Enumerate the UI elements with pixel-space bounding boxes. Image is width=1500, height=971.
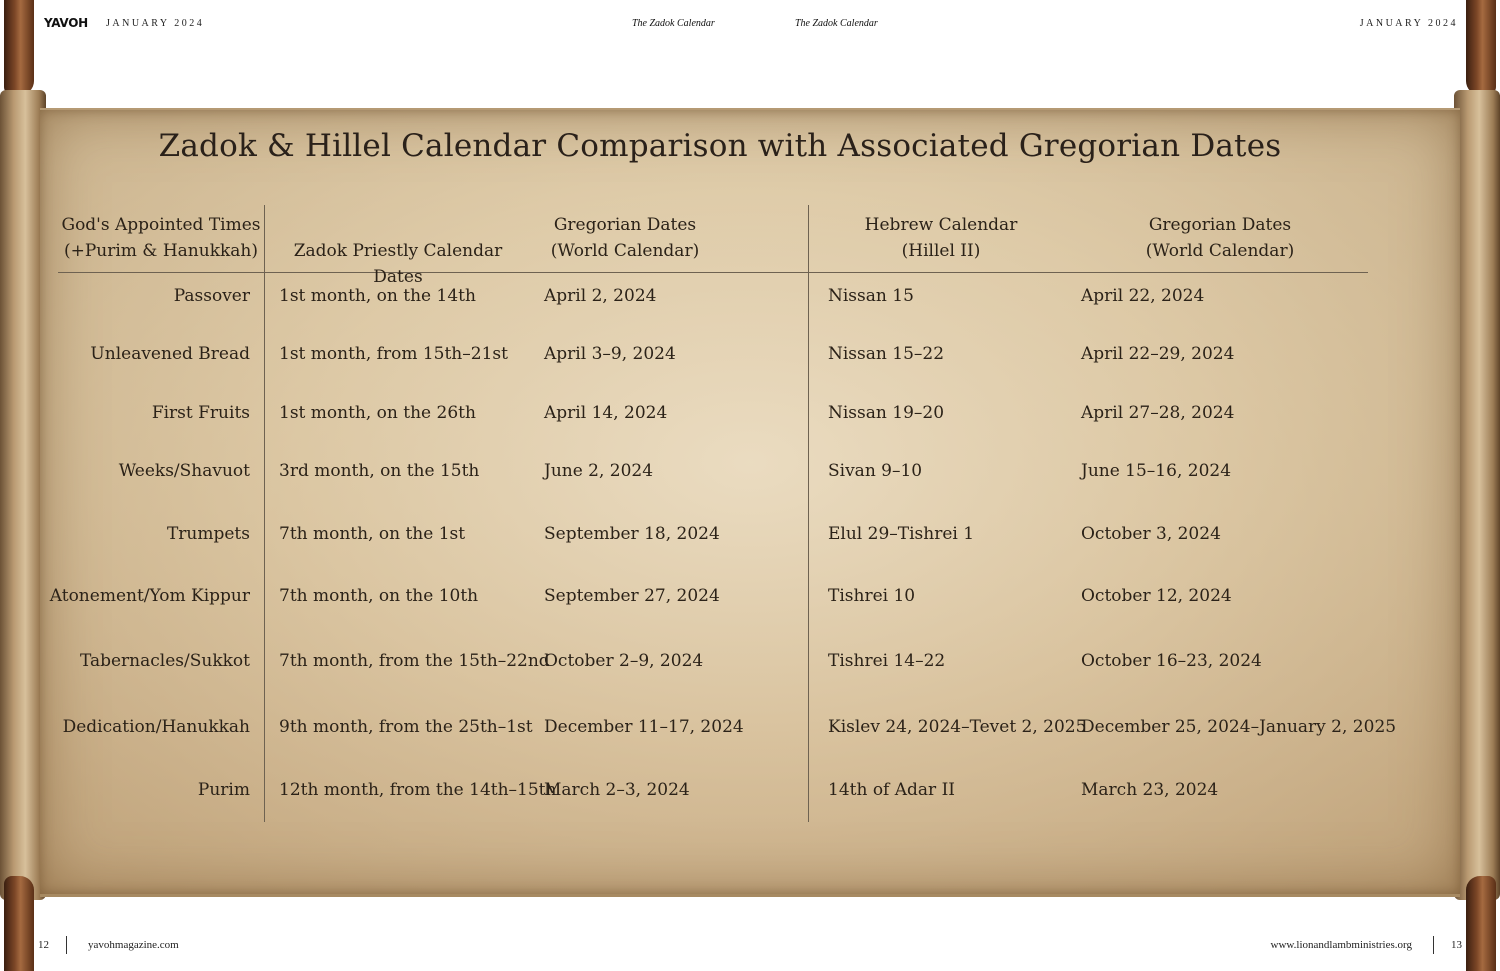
zadok-date: 7th month, on the 10th: [279, 586, 479, 606]
feast-name: Unleavened Bread: [90, 344, 250, 364]
issue-date-right: JANUARY 2024: [1359, 18, 1458, 29]
header-appointed-times: God's Appointed Times (+Purim & Hanukkah): [61, 215, 261, 261]
issue-date-left: JANUARY 2024: [106, 18, 205, 29]
hillel-gregorian: April 22–29, 2024: [1081, 344, 1235, 364]
hillel-date: Kislev 24, 2024–Tevet 2, 2025: [828, 717, 1087, 737]
hillel-date: Elul 29–Tishrei 1: [828, 524, 975, 544]
table-row: [58, 403, 1368, 433]
table-header-rule: [58, 272, 1368, 273]
scroll-knob-top-left: [4, 0, 34, 95]
table-row: [58, 344, 1368, 374]
zadok-date: 7th month, on the 1st: [279, 524, 466, 544]
hillel-gregorian: October 12, 2024: [1081, 586, 1232, 606]
feast-name: Purim: [197, 780, 250, 800]
table-row: [58, 524, 1368, 554]
scroll-knob-top-right: [1466, 0, 1496, 95]
zadok-date: 1st month, from 15th–21st: [279, 344, 508, 364]
zadok-gregorian: April 2, 2024: [544, 286, 657, 306]
page-number-right: 13: [1451, 939, 1462, 951]
scroll-knob-bottom-right: [1466, 876, 1496, 971]
zadok-date: 12th month, from the 14th–15th: [279, 780, 557, 800]
table-row: [58, 717, 1397, 747]
hillel-gregorian: April 22, 2024: [1081, 286, 1205, 306]
website-left: yavohmagazine.com: [88, 939, 179, 951]
hillel-date: Nissan 19–20: [828, 403, 945, 423]
page-header: [0, 14, 1500, 36]
zadok-gregorian: October 2–9, 2024: [544, 651, 704, 671]
scroll-knob-bottom-left: [4, 876, 34, 971]
hillel-gregorian: October 3, 2024: [1081, 524, 1221, 544]
brand-logo: YAVOH: [44, 16, 88, 30]
zadok-date: 7th month, from the 15th–22nd: [279, 651, 550, 671]
feast-name: Tabernacles/Sukkot: [79, 651, 250, 671]
zadok-date: 1st month, on the 26th: [279, 403, 476, 423]
page-title: Zadok & Hillel Calendar Comparison with Associated Gregorian Dates: [158, 128, 1282, 164]
zadok-date: 3rd month, on the 15th: [279, 461, 480, 481]
hillel-date: Tishrei 10: [828, 586, 916, 606]
table-row: [58, 286, 1368, 316]
table-row: [58, 651, 1368, 681]
header-gregorian-zadok: Gregorian Dates (World Calendar): [550, 215, 700, 261]
hillel-gregorian: October 16–23, 2024: [1081, 651, 1262, 671]
website-right: www.lionandlambministries.org: [1270, 939, 1412, 951]
hillel-date: Sivan 9–10: [828, 461, 923, 481]
zadok-date: 1st month, on the 14th: [279, 286, 476, 306]
scroll-roll-right: [1454, 90, 1500, 900]
footer-divider-left: [66, 936, 67, 954]
hillel-gregorian: April 27–28, 2024: [1081, 403, 1235, 423]
header-gregorian-hillel: Gregorian Dates (World Calendar): [1145, 215, 1295, 261]
zadok-gregorian: June 2, 2024: [544, 461, 654, 481]
zadok-gregorian: September 18, 2024: [544, 524, 720, 544]
feast-name: Atonement/Yom Kippur: [49, 586, 250, 606]
running-head-left: The Zadok Calendar: [632, 18, 715, 29]
feast-name: Passover: [173, 286, 250, 306]
hillel-date: 14th of Adar II: [828, 780, 956, 800]
zadok-date: 9th month, from the 25th–1st: [279, 717, 533, 737]
hillel-date: Nissan 15: [828, 286, 914, 306]
hillel-date: Tishrei 14–22: [828, 651, 946, 671]
hillel-gregorian: June 15–16, 2024: [1081, 461, 1232, 481]
footer-divider-right: [1433, 936, 1434, 954]
zadok-gregorian: April 14, 2024: [544, 403, 668, 423]
page-footer: [0, 939, 1500, 955]
running-head-right: The Zadok Calendar: [795, 18, 878, 29]
header-zadok-dates: Zadok Priestly Calendar Dates: [293, 241, 503, 287]
feast-name: Weeks/Shavuot: [118, 461, 250, 481]
hillel-gregorian: March 23, 2024: [1081, 780, 1219, 800]
table-row: [49, 586, 1368, 616]
feast-name: Dedication/Hanukkah: [62, 717, 250, 737]
hillel-date: Nissan 15–22: [828, 344, 945, 364]
table-row: [58, 780, 1368, 810]
zadok-gregorian: September 27, 2024: [544, 586, 720, 606]
zadok-gregorian: December 11–17, 2024: [544, 717, 744, 737]
page-number-left: 12: [38, 939, 49, 951]
feast-name: Trumpets: [166, 524, 250, 544]
zadok-gregorian: April 3–9, 2024: [544, 344, 676, 364]
header-hebrew-calendar: Hebrew Calendar (Hillel II): [864, 215, 1018, 261]
zadok-gregorian: March 2–3, 2024: [544, 780, 690, 800]
table-row: [58, 461, 1368, 491]
hillel-gregorian: December 25, 2024–January 2, 2025: [1081, 717, 1397, 737]
feast-name: First Fruits: [151, 403, 250, 423]
